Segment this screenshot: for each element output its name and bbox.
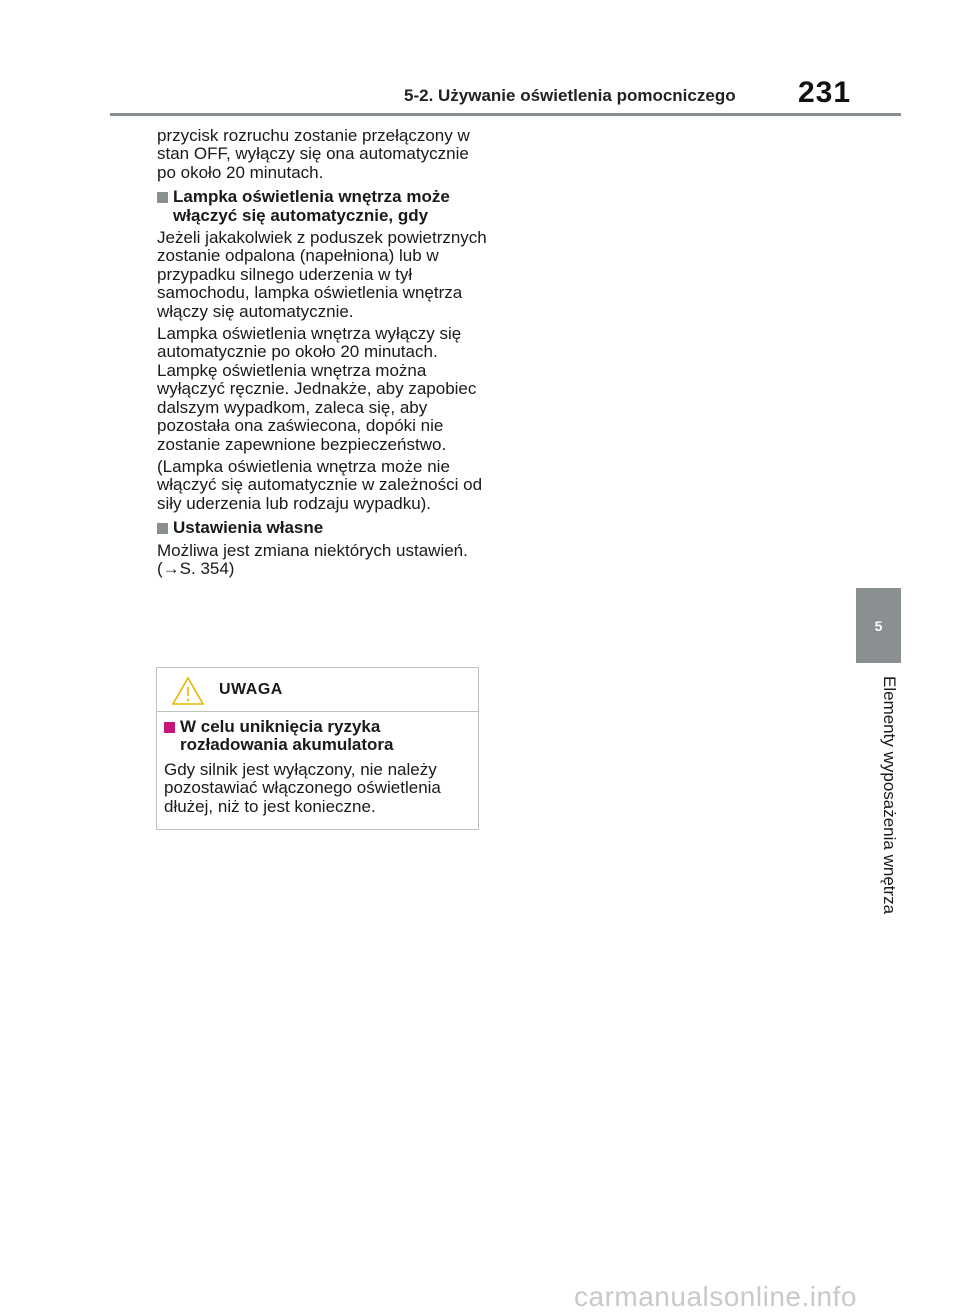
paragraph-airbag: Jeżeli jakakolwiek z poduszek powietrznych zostanie odpalona (napełniona) lub w przypadku silnego uderzenia w tył samochodu, lampka oświetlenia wnętrza włączy się automatycznie. [157,228,487,321]
warning-subheading [164,718,470,755]
subheading-text: Lampka oświetlenia wnętrza może włączyć się automatycznie, gdy [173,187,450,225]
square-bullet-icon [157,192,168,203]
warning-box [156,667,479,830]
watermark: carmanualsonline.info [574,1281,857,1312]
chapter-tab[interactable] [856,588,901,663]
warning-title: UWAGA [219,681,283,698]
subheading-text: Ustawienia własne [173,518,324,538]
chapter-number: 5 [874,617,883,634]
chapter-title: Elementy wyposażenia wnętrza [880,676,899,915]
intro-paragraph: przycisk rozruchu zostanie przełączony w stan OFF, wyłączy się ona automatycznie po około 20 minutach. [157,126,470,182]
warning-triangle-icon [171,676,205,706]
header-divider [110,113,901,116]
paragraph-settings [157,542,487,579]
square-bullet-icon [164,722,175,733]
section-title: 5-2. Używanie oświetlenia pomocniczego [404,86,736,105]
settings-text: Możliwa jest zmiana niektórych ustawień. [157,540,468,560]
warning-header [157,668,478,712]
paragraph-note: (Lampka oświetlenia wnętrza może nie włączyć się automatycznie w zależności od siły uderzenia lub rodzaju wypadku). [157,456,483,513]
paragraph-auto-off: Lampka oświetlenia wnętrza wyłączy się automatycznie po około 20 minutach. Lampkę oświetlenia wnętrza można wyłączyć ręcznie. Jednakże, aby zapobiec dalszym wypadkom, zaleca się, aby pozostała ona zaświecona, dopóki nie zostanie zapewnione bezpieczeństwo. [157,324,477,454]
warning-text: Gdy silnik jest wyłączony, nie należy pozostawiać włączonego oświetlenia dłużej, niż to jest konieczne. [164,759,441,816]
page-reference-link[interactable]: (→S. 354) [157,558,235,578]
square-bullet-icon [157,523,168,534]
subheading-interior-light [157,188,487,225]
warning-subheading-text: W celu uniknięcia ryzyka rozładowania akumulatora [180,717,394,755]
main-content [157,127,487,582]
warning-body [157,712,478,816]
page-number: 231 [798,76,852,109]
subheading-custom-settings [157,519,487,537]
